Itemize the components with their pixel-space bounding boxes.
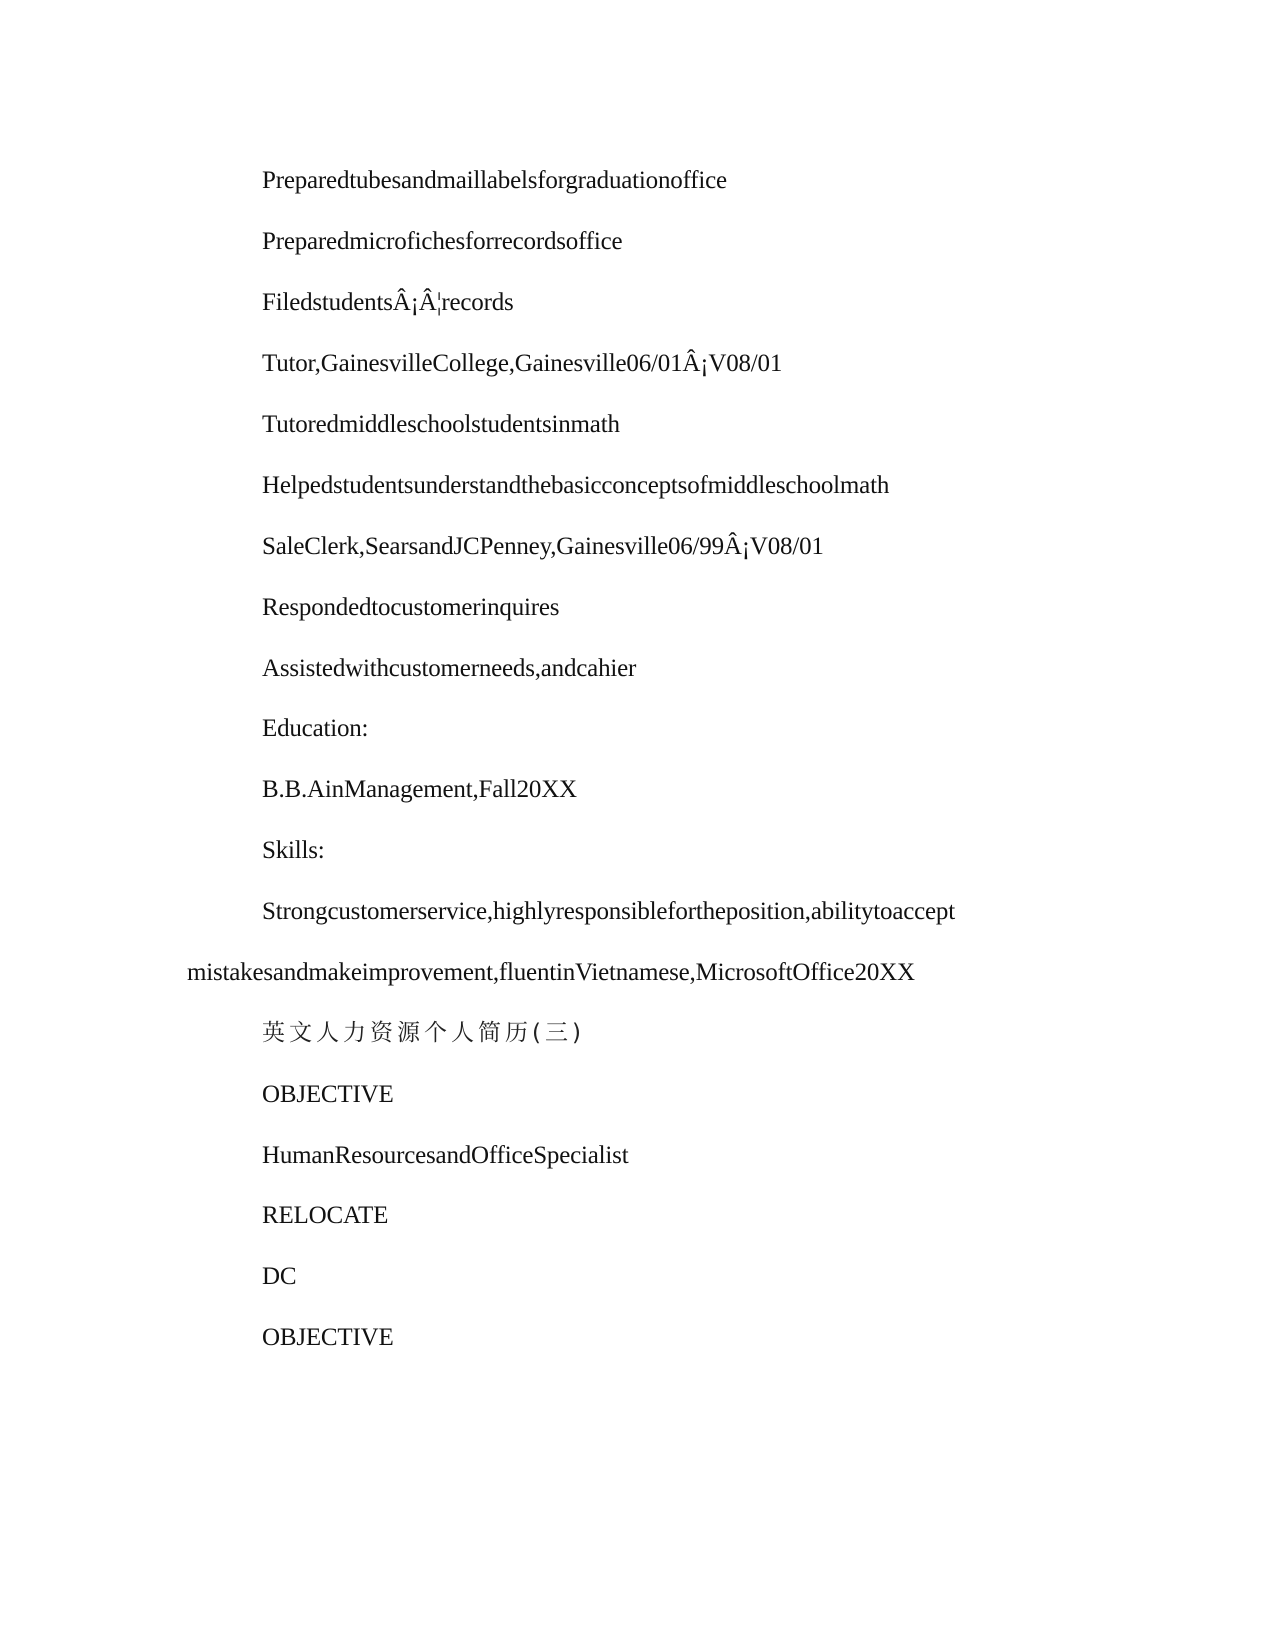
text-line-continuation: mistakesandmakeimprovement,fluentinVietnamese,MicrosoftOffice20XX — [187, 959, 915, 986]
text-line: Preparedmicrofichesforrecordsoffice — [262, 228, 623, 255]
section-heading: OBJECTIVE — [262, 1324, 394, 1351]
text-line: B.B.AinManagement,Fall20XX — [262, 776, 577, 803]
text-line: SaleClerk,SearsandJCPenney,Gainesville06/99Â¡V08/01 — [262, 533, 824, 560]
text-line: HumanResourcesandOfficeSpecialist — [262, 1142, 629, 1169]
resume-title: 英文人力资源个人简历(三) — [262, 1020, 585, 1046]
section-heading: Education: — [262, 715, 369, 742]
text-line: Respondedtocustomerinquires — [262, 594, 560, 621]
text-line: Preparedtubesandmaillabelsforgraduationoffice — [262, 167, 727, 194]
section-heading: Skills: — [262, 837, 325, 864]
text-line: Helpedstudentsunderstandthebasicconceptsofmiddleschoolmath — [262, 472, 890, 499]
section-heading: OBJECTIVE — [262, 1081, 394, 1108]
text-line: Tutoredmiddleschoolstudentsinmath — [262, 411, 620, 438]
text-line: Assistedwithcustomerneeds,andcahier — [262, 655, 637, 682]
section-heading: RELOCATE — [262, 1202, 389, 1229]
text-line: Tutor,GainesvilleCollege,Gainesville06/01Â¡V08/01 — [262, 350, 783, 377]
text-line: DC — [262, 1263, 297, 1290]
text-line: Strongcustomerservice,highlyresponsiblefortheposition,abilitytoaccept — [262, 898, 955, 925]
text-line: FiledstudentsÂ¡Â¦records — [262, 289, 514, 316]
